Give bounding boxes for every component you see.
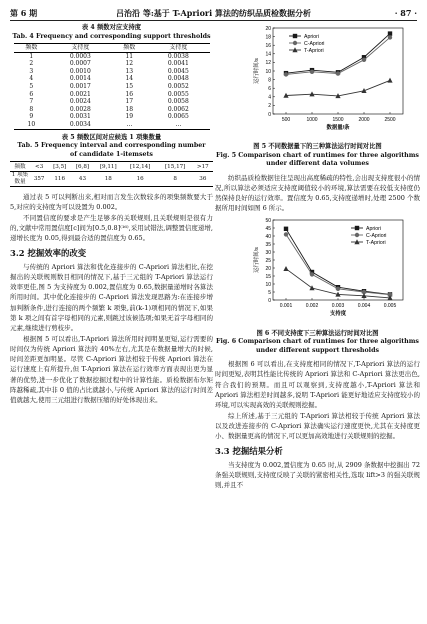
- table4-cell: 8: [29, 105, 34, 113]
- figure5-caption-en1: Fig. 5 Comparison chart of runtimes for three algorithms: [216, 151, 419, 159]
- issue-number: 第 6 期: [10, 8, 38, 18]
- left-column: [10, 24, 213, 406]
- table4-cell: 0.0038: [167, 52, 189, 60]
- y-tick-label: 20: [265, 265, 271, 272]
- table5-frequency-interval: [3,5]: [48, 162, 71, 172]
- table4-cell: 0.0062: [167, 105, 189, 113]
- figure6-chart: [215, 216, 420, 326]
- x-tick-label: 2500: [384, 117, 396, 123]
- table5: [10, 161, 213, 187]
- table4-cell: 3: [29, 67, 34, 75]
- table4-row: [14, 83, 210, 91]
- figure5: [215, 24, 420, 143]
- table4-cell: 0.0052: [167, 82, 189, 90]
- data-point: [293, 41, 297, 45]
- right-column: [215, 24, 420, 490]
- figure5-caption-cn: 图 5 不同数据量下的三种算法运行时间对比图: [253, 143, 382, 150]
- figure6-caption-cn: 图 6 不同支持度下三种算法运行时间对比图: [256, 329, 379, 337]
- figure6-caption-en2: under different support thresholds: [255, 346, 380, 354]
- table5-count-row: [10, 172, 213, 187]
- x-tick-label: 0.005: [383, 302, 397, 309]
- x-tick-label: 0.002: [305, 302, 319, 309]
- x-tick-label: 1000: [306, 117, 318, 123]
- table4-cell: 0.0048: [167, 75, 189, 83]
- table5-caption-cn: 表 5 频数区间对应候选 1 项集数量: [61, 133, 162, 141]
- y-tick-label: 5: [268, 289, 271, 296]
- data-point: [283, 266, 288, 271]
- y-tick-label: 10: [265, 281, 271, 288]
- table5-count: 18: [94, 172, 123, 187]
- table4-row: [14, 52, 210, 60]
- y-tick-label: 16: [265, 43, 271, 49]
- table5-frequency-row: [10, 162, 213, 172]
- data-point: [362, 58, 366, 62]
- y-tick-label: 20: [265, 25, 271, 32]
- table4-cell: 16: [125, 90, 134, 98]
- table4-cell: 0.0028: [69, 105, 91, 113]
- data-point: [355, 225, 359, 229]
- table4-header: 频数: [111, 44, 147, 53]
- table4-cell: 7: [29, 98, 34, 106]
- y-tick-label: 6: [268, 86, 271, 92]
- table5-row-label: 1 项集数量: [11, 172, 29, 186]
- table4-cell: 4: [29, 75, 34, 83]
- page-number: · 87 ·: [394, 8, 417, 18]
- y-axis-label: 运行时间/s: [254, 58, 260, 84]
- data-point: [310, 272, 314, 276]
- y-tick-label: 35: [265, 241, 271, 248]
- table4-cell: 0.0021: [69, 90, 91, 98]
- paragraph: 纺织品质检数据往往呈现出高度稀疏的特性,会出现支持度很小的情况,所以算法必须适应支持度阈值较小的环境,算法需要在较低支持度仍然保持良好的运行效率。置信度为 0.65,支持度递增时,处理 2500 个数据所用时间如图 6 所示。: [215, 173, 420, 213]
- table5-count: 36: [193, 172, 213, 187]
- series-line: [286, 34, 390, 74]
- table4-header-row: [14, 44, 210, 53]
- figure6-caption-en1: Fig. 6 Comparison chart of runtimes for three algorithms: [216, 338, 419, 346]
- table5-frequency-interval: [12,14]: [123, 162, 158, 172]
- data-point: [388, 35, 392, 39]
- paragraph: 综上所述,基于三元组的 T-Apriori 算法相较于传统 Apriori 算法以及改进连接步的 C-Apriori 算法确实运行速度更快,尤其在支持度更小、数据量更高的情况下,可以更加高效地进行关联规则的挖掘。: [215, 411, 420, 441]
- table4-cell: 0.0007: [69, 60, 91, 68]
- table4-cell: 18: [125, 105, 134, 113]
- paragraph: 不同置信度的要求是产生足够多的关联规则,且关联规则是很有力的,文献中常用置信度[c]间为[0.5,0.8]⁽¹⁶⁾,采用试错法,调整置信度递增,递增长度为 0.05,得到最合适的置信度为 0.65。: [10, 213, 213, 243]
- table4-header: 频数: [14, 44, 50, 53]
- y-tick-label: 18: [265, 34, 271, 41]
- table4-caption-cn: 表 4 频数对应支持度: [81, 24, 142, 31]
- y-tick-label: 12: [265, 60, 271, 67]
- legend-label: C-Apriori: [304, 40, 325, 47]
- table4-cell: 0.0010: [69, 67, 91, 75]
- table4-cell: 0.0034: [49, 121, 111, 129]
- figure5-caption-en2: under different data volumes: [266, 160, 369, 167]
- table4-cell: 5: [29, 82, 34, 90]
- table5-caption-en2: of candidate 1-itemsets: [70, 150, 153, 158]
- table4-cell: 12: [125, 60, 134, 68]
- table4-row: [14, 121, 210, 129]
- y-tick-label: 0: [268, 297, 271, 304]
- table4-row: [14, 68, 210, 76]
- table4-cell: 15: [125, 82, 134, 90]
- legend-label: Apriori: [366, 225, 381, 232]
- paragraph: 当支持度为 0.002,置信度为 0.65 时,从 2909 条数据中挖掘出 72 条强关联规则,支持度反映了关联的紧密相关性,选取 lift>3 的强关联规则,并且不: [215, 460, 420, 490]
- table4-row: [14, 98, 210, 106]
- table4-cell: 1: [29, 52, 34, 60]
- table4-cell: 0.0045: [167, 67, 189, 75]
- x-axis-label: 数据量/条: [326, 125, 350, 131]
- running-header: [10, 6, 417, 20]
- paragraph: 根据图 6 可以看出,在支持度相同的情况下,T-Apriori 算法的运行时间更短,表明其性能比传统的 Apriori 算法和 C-Apriori 算法更出色,符合我们的预期。而且可以观察到,支持度越小,T-Apriori 算法和 Apriori 算法相差时间越多,说明 T-Apriori 能更好地适应支持度较小的环境,可以实现高效的关联规则挖掘。: [215, 360, 420, 410]
- table4-header: 支持度: [49, 44, 111, 53]
- table4-row: [14, 91, 210, 99]
- table4-row: [14, 75, 210, 83]
- legend-label: T-Apriori: [366, 239, 386, 246]
- data-point: [284, 232, 288, 236]
- y-tick-label: 10: [265, 68, 271, 75]
- data-point: [309, 285, 314, 290]
- data-point: [355, 232, 359, 236]
- paragraph: 根据图 5 可以看出,T-Apriori 算法所用时间明显更短,运行需要的时间仅为传统 Apriori 算法的 40%左右,尤其是在数据量增大的时候,时间差距更加明显。尽管 C-Apriori 算法相较于传统 Apriori 算法在运行速度上有所提升,但 T-Apriori 算法在运行效率方面表现出更为显著的优势,进一步优化了数据挖掘过程中的计算性能。质检数据布尔矩阵越稀疏,其中非 0 值的占比就越小,与传统 Apriori 算法的运行时间差值就越大,使用三元组进行数据压缩的好处体现出来。: [10, 334, 213, 405]
- section-heading-3-2: 3.2 挖掘效率的改变: [10, 247, 87, 258]
- table5-frequency-interval: [6,8]: [71, 162, 94, 172]
- data-point: [336, 71, 340, 75]
- data-point: [284, 72, 288, 76]
- running-title: 吕治沿 等:基于 T-Apriori 算法的纺织品质检数据分析: [116, 8, 311, 18]
- y-tick-label: 45: [265, 225, 271, 232]
- table4-cell: 0.0024: [69, 98, 91, 106]
- figure6: [215, 216, 420, 330]
- y-tick-label: 14: [265, 51, 271, 58]
- x-tick-label: 0.001: [279, 302, 293, 309]
- table4-cell: 9: [29, 113, 34, 121]
- table4-cell: 0.0014: [69, 75, 91, 83]
- table4-cell: 0.0031: [69, 113, 91, 121]
- table4-row: [14, 113, 210, 121]
- y-tick-label: 25: [265, 257, 271, 264]
- data-point: [310, 70, 314, 74]
- y-tick-label: 8: [268, 77, 271, 84]
- table4-cell: 10: [14, 121, 50, 129]
- paragraph: 通过表 5 可以判断出来,相对而言发生次数较多的项集频数要大于 5,对应的支持度为可以设置为 0.002。: [10, 193, 213, 212]
- table5-count: 357: [30, 172, 48, 187]
- data-point: [387, 78, 392, 83]
- section-heading-3-3: 3.3 挖掘结果分析: [215, 445, 283, 456]
- figure5-chart: [215, 24, 420, 139]
- table4-cell: 2: [29, 60, 34, 68]
- series-line: [286, 37, 390, 74]
- data-point: [388, 31, 392, 35]
- table4-row: [14, 106, 210, 114]
- x-axis-label: 支持度: [329, 310, 347, 317]
- y-tick-label: 50: [265, 217, 271, 224]
- header-rule: [10, 20, 417, 21]
- table5-frequency-interval: >17: [193, 162, 213, 172]
- data-point: [293, 34, 297, 38]
- y-tick-label: 0: [268, 111, 271, 118]
- table4-caption-en: Tab. 4 Frequency and corresponding support thresholds: [12, 32, 211, 40]
- table5-count: 116: [48, 172, 71, 187]
- data-point: [336, 286, 340, 290]
- table5-frequency-interval: [9,11]: [94, 162, 123, 172]
- paragraph: 与传统的 Apriori 算法和优化连接步的 C-Apriori 算法相比,在挖掘出的关联规则数目相同的情况下,基于三元组的 T-Apriori 算法运行效率更佳,图 5 为支持度为 0.002,置信度为 0.65,数据量递增时各算法所用时间。其中优化连接步的 C-Apriori 算法发现思路为:在连接步增加判断条件,进行连接的两个频繁 k 项集,前(k-1)项相同的情况下,如果第 k 项之间有首字母相同的元素,则跳过该候选项;如果无首字母相同的元素,继续进行剪枝步。: [10, 262, 213, 333]
- table4-cell: 13: [125, 67, 134, 75]
- x-tick-label: 0.003: [331, 302, 345, 309]
- y-axis-label: 运行时间/s: [254, 246, 260, 273]
- y-tick-label: 15: [265, 273, 271, 280]
- table4-cell: 0.0003: [69, 52, 91, 60]
- table5-count: 8: [158, 172, 193, 187]
- table4-cell: 17: [125, 98, 134, 106]
- table5-count: 16: [123, 172, 158, 187]
- table4-cell: 0.0058: [167, 98, 189, 106]
- table4-cell: 6: [29, 90, 34, 98]
- table4-cell: 0.0041: [167, 60, 189, 68]
- table4-cell: 0.0017: [69, 82, 91, 90]
- table4-cell: 14: [125, 75, 134, 83]
- x-tick-label: 0.004: [357, 302, 371, 309]
- table5-caption-en1: Tab. 5 Frequency interval and corresponding number: [17, 142, 206, 150]
- y-tick-label: 4: [268, 94, 271, 101]
- table4-cell: 11: [125, 52, 134, 60]
- table4-cell: 19: [125, 113, 134, 121]
- table5-count: 43: [71, 172, 94, 187]
- x-tick-label: 1500: [332, 117, 344, 123]
- legend-label: T-Apriori: [304, 47, 324, 54]
- table5-frequency-interval: <3: [30, 162, 48, 172]
- table5-header-label: 频数: [10, 162, 30, 172]
- table4-cell: …: [147, 121, 209, 129]
- table4: [14, 43, 210, 130]
- legend-label: Apriori: [304, 33, 319, 40]
- table4-cell: 0.0055: [167, 90, 189, 98]
- x-tick-label: 2000: [358, 117, 370, 123]
- x-tick-label: 500: [281, 117, 291, 123]
- table4-cell: 0.0065: [167, 113, 189, 121]
- table4-header: 支持度: [147, 44, 209, 53]
- table4-row: [14, 60, 210, 68]
- data-point: [284, 226, 288, 230]
- table4-cell: …: [111, 121, 147, 129]
- legend-label: C-Apriori: [366, 232, 387, 239]
- table5-frequency-interval: [15,17]: [158, 162, 193, 172]
- y-tick-label: 30: [265, 249, 271, 256]
- y-tick-label: 40: [265, 233, 271, 240]
- y-tick-label: 2: [268, 103, 271, 110]
